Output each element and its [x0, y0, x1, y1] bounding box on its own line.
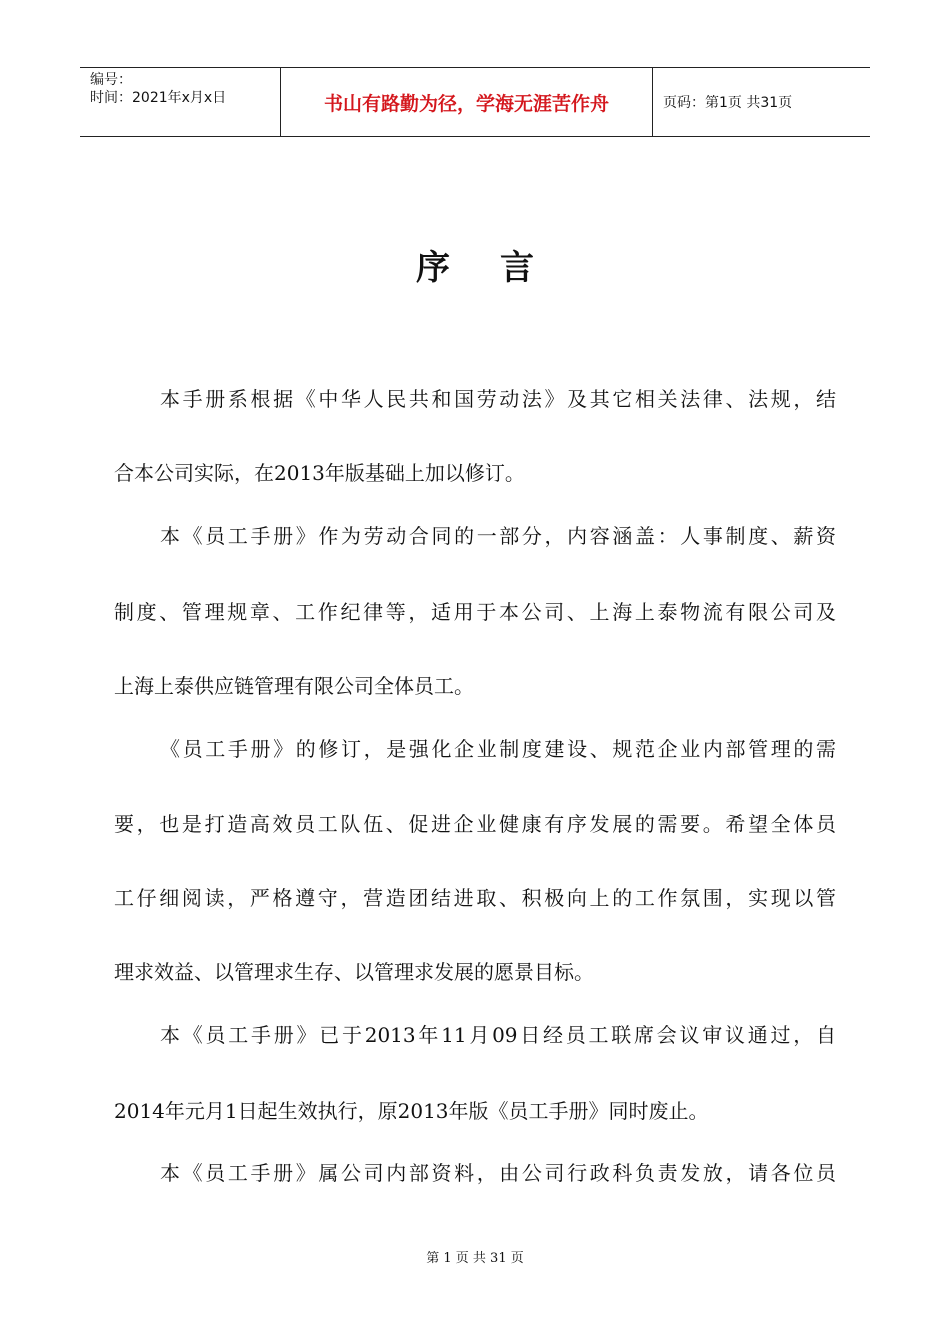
paragraph-line: 本手册系根据《中华人民共和国劳动法》及其它相关法律、法规，结 — [160, 387, 836, 411]
header-motto: 书山有路勤为径，学海无涯苦作舟 — [281, 68, 653, 136]
page-title: 序言 — [416, 248, 584, 288]
page-header — [80, 67, 870, 137]
document-date-label: 时间：2021年x月x日 — [90, 90, 227, 106]
paragraph-line: 工仔细阅读，严格遵守，营造团结进取、积极向上的工作氛围，实现以管 — [114, 886, 836, 910]
header-meta-cell — [80, 68, 281, 136]
header-page-info: 页码：第1页 共31页 — [663, 95, 793, 111]
paragraph-line: 本《员工手册》属公司内部资料，由公司行政科负责发放，请各位员 — [160, 1161, 836, 1185]
paragraph-line: 2014年元月1日起生效执行，原2013年版《员工手册》同时废止。 — [114, 1099, 709, 1123]
document-number-label: 编号： — [90, 72, 132, 88]
page-footer: 第 1 页 共 31 页 — [426, 1251, 524, 1266]
paragraph-line: 要，也是打造高效员工队伍、促进企业健康有序发展的需要。希望全体员 — [114, 812, 836, 836]
paragraph-line: 合本公司实际，在2013年版基础上加以修订。 — [114, 461, 525, 485]
paragraph-line: 《员工手册》的修订，是强化企业制度建设、规范企业内部管理的需 — [160, 737, 836, 761]
paragraph-line: 理求效益、以管理求生存、以管理求发展的愿景目标。 — [114, 960, 594, 984]
paragraph-line: 本《员工手册》作为劳动合同的一部分，内容涵盖：人事制度、薪资 — [160, 524, 836, 548]
paragraph-line: 上海上泰供应链管理有限公司全体员工。 — [114, 674, 474, 698]
paragraph-line: 制度、管理规章、工作纪律等，适用于本公司、上海上泰物流有限公司及 — [114, 600, 836, 624]
paragraph-line: 本《员工手册》已于2013年11月09日经员工联席会议审议通过，自 — [160, 1023, 836, 1047]
